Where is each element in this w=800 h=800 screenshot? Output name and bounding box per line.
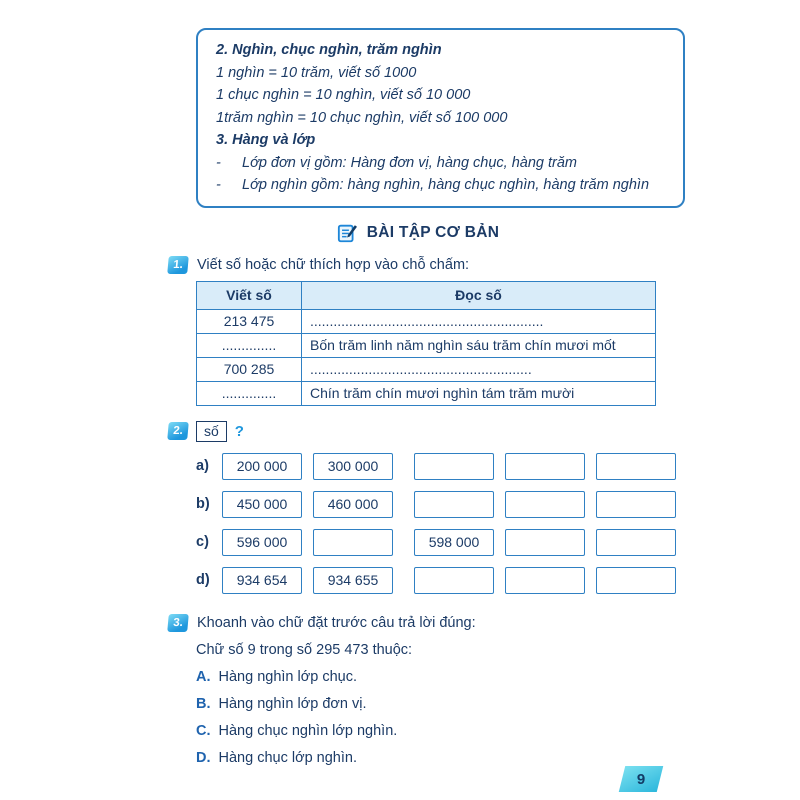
exercise-1-badge: 1.	[167, 256, 189, 274]
option-letter: D.	[196, 749, 211, 766]
option-text: Hàng chục nghìn lớp nghìn.	[218, 722, 398, 739]
option-text: Hàng chục lớp nghìn.	[218, 749, 357, 766]
option-text: Hàng nghìn lớp đơn vị.	[218, 695, 367, 712]
table-cell-number: 700 285	[197, 357, 302, 381]
option-a	[196, 669, 708, 685]
page-number-tab	[619, 766, 663, 792]
ex2-row-d	[196, 567, 708, 594]
row-label: d)	[196, 572, 210, 588]
number-box	[313, 529, 393, 556]
theory-heading-3: 3. Hàng và lớp	[216, 132, 316, 148]
table-row	[197, 357, 656, 381]
number-box	[505, 529, 585, 556]
exercise-1-prompt: Viết số hoặc chữ thích hợp vào chỗ chấm:	[197, 256, 470, 273]
table-row	[197, 381, 656, 405]
table-cell-number: ..............	[197, 333, 302, 357]
row-label: c)	[196, 534, 209, 550]
theory-line: 1 nghìn = 10 trăm, viết số 1000	[216, 64, 417, 81]
page-number: 9	[636, 770, 646, 788]
option-d	[196, 750, 708, 766]
ex2-row-c	[196, 529, 708, 556]
row-label: a)	[196, 458, 209, 474]
table-cell-words: .........................................................	[302, 357, 656, 381]
theory-line: 1trăm nghìn = 10 chục nghìn, viết số 100 000	[216, 109, 508, 126]
table-header-doc-so: Đọc số	[302, 281, 656, 309]
exercise-3-badge: 3.	[167, 614, 189, 632]
pencil-paper-icon	[337, 222, 359, 244]
number-box: 200 000	[222, 453, 302, 480]
number-box: 450 000	[222, 491, 302, 518]
theory-bullet	[216, 152, 669, 175]
section-title	[168, 222, 668, 244]
exercise-2-header	[168, 421, 708, 442]
theory-heading-2: 2. Nghìn, chục nghìn, trăm nghìn	[216, 42, 442, 58]
number-box	[596, 491, 676, 518]
number-box	[505, 567, 585, 594]
number-box	[414, 453, 494, 480]
exercise-3-prompt: Khoanh vào chữ đặt trước câu trả lời đúng:	[197, 614, 476, 631]
row-label: b)	[196, 496, 210, 512]
number-box: 598 000	[414, 529, 494, 556]
number-box: 934 655	[313, 567, 393, 594]
ex2-row-b	[196, 491, 708, 518]
number-box	[414, 491, 494, 518]
option-letter: B.	[196, 695, 211, 712]
exercise-1-header	[168, 256, 708, 274]
table-cell-number: ..............	[197, 381, 302, 405]
exercise-3-header	[168, 614, 708, 632]
number-box: 460 000	[313, 491, 393, 518]
number-box: 596 000	[222, 529, 302, 556]
number-box: 300 000	[313, 453, 393, 480]
table-header-viet-so: Viết số	[197, 281, 302, 309]
option-letter: A.	[196, 668, 211, 685]
option-c	[196, 723, 708, 739]
table-cell-words: Bốn trăm linh năm nghìn sáu trăm chín mươi mốt	[302, 333, 656, 357]
table-cell-words: Chín trăm chín mươi nghìn tám trăm mười	[302, 381, 656, 405]
option-text: Hàng nghìn lớp chục.	[218, 668, 357, 685]
question-mark: ?	[234, 422, 244, 440]
number-box	[596, 453, 676, 480]
bullet-text: Lớp đơn vị gồm: Hàng đơn vị, hàng chục, hàng trăm	[242, 154, 578, 171]
bullet-text: Lớp nghìn gồm: hàng nghìn, hàng chục nghìn, hàng trăm nghìn	[242, 177, 650, 193]
theory-line: 1 chục nghìn = 10 nghìn, viết số 10 000	[216, 87, 471, 103]
option-b	[196, 696, 708, 712]
exercise-2-badge: 2.	[167, 422, 189, 440]
theory-bullet	[216, 174, 669, 197]
number-box	[414, 567, 494, 594]
option-letter: C.	[196, 722, 211, 739]
number-box: 934 654	[222, 567, 302, 594]
number-box	[596, 567, 676, 594]
read-write-number-table	[196, 281, 656, 406]
section-title-text: BÀI TẬP CƠ BẢN	[366, 223, 500, 241]
table-header-row	[197, 281, 656, 309]
bullet-dash: -	[216, 154, 221, 171]
table-row	[197, 333, 656, 357]
ex2-row-a	[196, 453, 708, 480]
number-box	[505, 453, 585, 480]
number-box	[596, 529, 676, 556]
number-box	[505, 491, 585, 518]
table-cell-number: 213 475	[197, 309, 302, 333]
table-row	[197, 309, 656, 333]
so-label-box: số	[196, 421, 227, 442]
bullet-dash: -	[216, 177, 221, 193]
exercise-3-subprompt: Chữ số 9 trong số 295 473 thuộc:	[196, 641, 413, 658]
table-cell-words: ............................................................	[302, 309, 656, 333]
theory-box	[196, 28, 685, 208]
